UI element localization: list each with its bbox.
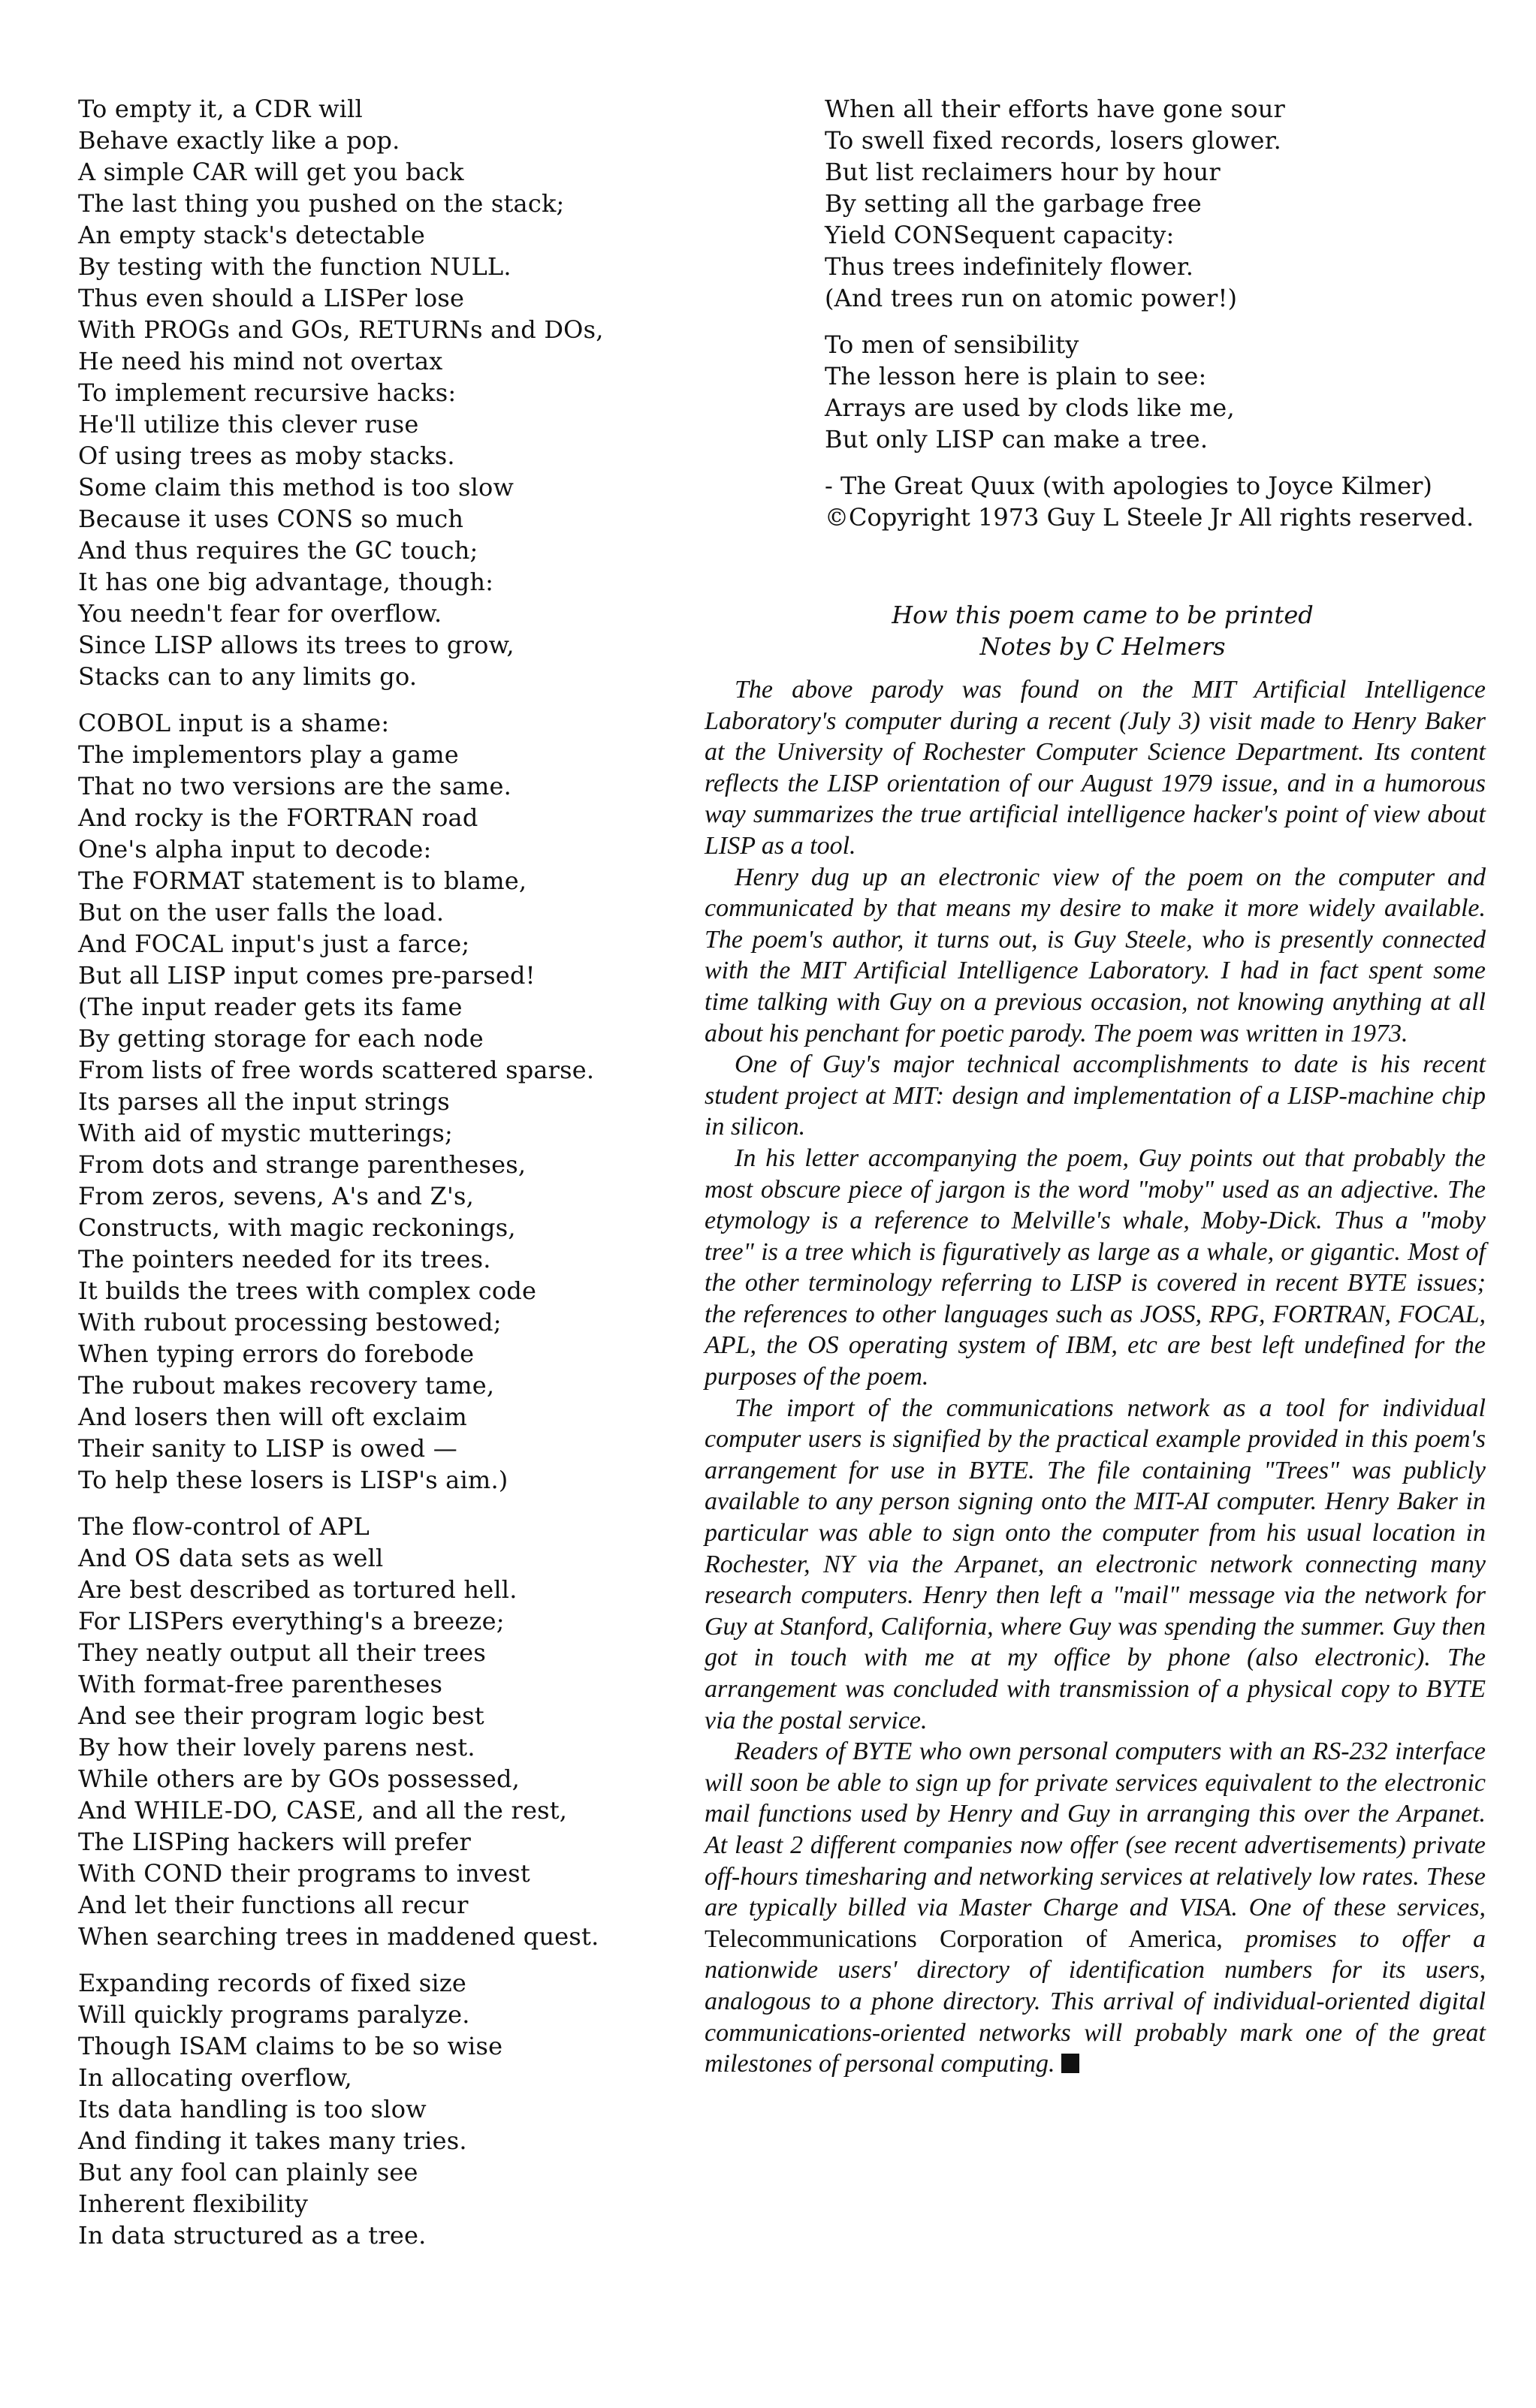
poem-line: When searching trees in maddened quest. [78,1922,599,1951]
left_column-stanza [78,1511,679,1952]
poem-line: Because it uses CONS so much [78,505,464,533]
poem-line: But only LISP can make a tree. [825,425,1209,454]
poem-line: From dots and strange parentheses, [78,1150,527,1179]
poem-line: The last thing you pushed on the stack; [78,189,565,218]
notes-paragraph: Henry dug up an electronic view of the poem on the computer and communicated by that means my desire to make it more widely available. The poem's author, it turns out, is Guy Steele, who is presently connected with the MIT Artificial Intelligence Laboratory. I had in fact spent some time talking with Guy on a previous occasion, not knowing anything at all about his penchant for poetic parody. The poem was written in 1973. [705,863,1486,1047]
poem-copyright: ©Copyright 1973 Guy L Steele Jr All rights reserved. [825,503,1474,532]
poem-line: (And trees run on atomic power!) [825,284,1238,312]
notes-paragraphs [705,674,1486,1736]
notes-paragraph: The import of the communications network as a tool for individual computer users is signified by the practical example provided in this poem's arrangement for use in BYTE. The file containing "Trees" was publicly available to any person signing onto the MIT-AI computer. Henry Baker in particular was able to sign onto the computer from his usual location in Rochester, NY via the Arpanet, an electronic network connecting many research computers. Henry then left a "mail" message via the network for Guy at Stanford, California, where Guy was spending the summer. Guy then got in touch with me at my office by phone (also electronic). The arrangement was concluded with transmission of a physical copy to BYTE via the postal service. [705,1394,1486,1734]
poem-line: And OS data sets as well [78,1544,384,1572]
poem-line: They neatly output all their trees [78,1638,487,1667]
poem-line: But all LISP input comes pre-parsed! [78,961,536,990]
poem-line: By testing with the function NULL. [78,252,511,281]
poem-line: For LISPers everything's a breeze; [78,1607,505,1635]
poem-line: A simple CAR will get you back [78,158,464,186]
poem-line: Of using trees as moby stacks. [78,442,455,470]
notes-body [705,674,1486,2080]
poem-line: But any fool can plainly see [78,2158,418,2186]
notes-paragraph: In his letter accompanying the poem, Guy points out that probably the most obscure piece of jargon is the word "moby" used as an adjective. The etymology is a reference to Melville's whale, Moby-Dick. Thus a "moby tree" is a tree which is figuratively as large as a whale, or gigantic. Most of the other terminology referring to LISP is covered in recent BYTE issues; the references to other languages such as JOSS, RPG, FORTRAN, FOCAL, APL, the OS operating system of IBM, etc are best left undefined for the purposes of the poem. [705,1144,1486,1391]
poem-line: The FORMAT statement is to blame, [78,866,527,895]
poem-line: When all their efforts have gone sour [825,95,1286,123]
right-column [705,93,1486,2080]
poem-line: Some claim this method is too slow [78,473,515,502]
poem-line: Will quickly programs paralyze. [78,2000,470,2029]
poem-line: With format-free parentheses [78,1670,443,1698]
poem-line: Expanding records of fixed size [78,1969,467,1997]
poem-line: (The input reader gets its fame [78,993,463,1021]
poem-line: The rubout makes recovery tame, [78,1371,495,1400]
left-poem [78,93,679,2251]
poem-line: To empty it, a CDR will [78,95,363,123]
poem-line: With PROGs and GOs, RETURNs and DOs, [78,315,604,344]
poem-line: And finding it takes many tries. [78,2126,467,2155]
left-column [78,93,679,2266]
poem-attribution: - The Great Quux (with apologies to Joyce Kilmer) [825,472,1432,500]
notes-last-after: promises to offer a nationwide users' directory of identification numbers for its users, analogous to a phone directory. This arrival of individual-oriented digital communications-oriented networks will probably mark one of the great milestones of personal computing. [705,1924,1486,2078]
poem-line: With COND their programs to invest [78,1859,530,1888]
poem-line: Since LISP allows its trees to grow, [78,631,515,659]
poem-line: With rubout processing bestowed; [78,1308,502,1337]
poem-line: You needn't fear for overflow. [78,599,442,628]
poem-line: From zeros, sevens, A's and Z's, [78,1182,475,1210]
poem-line: Are best described as tortured hell. [78,1575,518,1604]
poem-line: One's alpha input to decode: [78,835,432,863]
poem-line: But list reclaimers hour by hour [825,158,1221,186]
poem-line: The LISPing hackers will prefer [78,1828,471,1856]
poem-line: And losers then will oft exclaim [78,1403,467,1431]
poem-line: An empty stack's detectable [78,221,425,249]
notes-paragraph: One of Guy's major technical accomplishments to date is his recent student project at MIT: design and implementation of a LISP-machine chip in silicon. [705,1050,1486,1141]
right_column-stanza [825,93,1486,314]
poem-line: With aid of mystic mutterings; [78,1119,453,1147]
poem-line: Thus even should a LISPer lose [78,284,465,312]
poem-line: From lists of free words scattered sparse. [78,1056,595,1084]
notes-title: How this poem came to be printed [892,601,1314,629]
poem-line: And FOCAL input's just a farce; [78,930,470,958]
poem-line: Its data handling is too slow [78,2095,427,2123]
poem-line: Arrays are used by clods like me, [825,393,1235,422]
poem-line: To men of sensibility [825,330,1079,359]
poem-line: Their sanity to LISP is owed — [78,1434,457,1463]
poem-line: He need his mind not overtax [78,347,443,375]
poem-line: The pointers needed for its trees. [78,1245,491,1273]
poem-line: By getting storage for each node [78,1024,484,1053]
poem-line: That no two versions are the same. [78,772,512,800]
poem-line: And WHILE-DO, CASE, and all the rest, [78,1796,568,1825]
poem-line: He'll utilize this clever ruse [78,410,419,439]
poem-line: While others are by GOs possessed, [78,1765,521,1793]
left_column-stanza [78,707,679,1496]
poem-line: In data structured as a tree. [78,2221,427,2250]
poem-line: Constructs, with magic reckonings, [78,1213,516,1242]
right_column-stanza [825,329,1486,455]
poem-line: Though ISAM claims to be so wise [78,2032,503,2060]
notes-byline: Notes by C Helmers [979,632,1226,661]
poem-line: To help these losers is LISP's aim.) [78,1466,508,1494]
left_column-stanza [78,93,679,692]
poem-line: Stacks can to any limits go. [78,662,418,691]
poem-line: In allocating overflow, [78,2063,352,2092]
poem-line: By setting all the garbage free [825,189,1202,218]
notes-paragraph-last [705,1736,1486,2080]
end-mark-icon [1061,2054,1079,2073]
poem-line: And let their functions all recur [78,1891,469,1919]
poem-line: And thus requires the GC touch; [78,536,478,565]
right-poem [705,93,1486,455]
poem-line: Behave exactly like a pop. [78,126,400,155]
poem-line: To swell fixed records, losers glower. [825,126,1281,155]
poem-line: It has one big advantage, though: [78,568,494,596]
poem-line: The flow-control of APL [78,1512,370,1541]
poem-line: Its parses all the input strings [78,1087,450,1116]
poem-line: COBOL input is a shame: [78,709,390,737]
poem-line: To implement recursive hacks: [78,378,457,407]
company-name: Telecommunications Corporation of America, [705,1924,1223,1953]
poem-line: The lesson here is plain to see: [825,362,1207,390]
poem-line: Thus trees indefinitely flower. [825,252,1194,281]
poem-line: Yield CONSequent capacity: [825,221,1175,249]
poem-line: And rocky is the FORTRAN road [78,803,478,832]
notes-paragraph: The above parody was found on the MIT Artificial Intelligence Laboratory's computer during a recent (July 3) visit made to Henry Baker at the University of Rochester Computer Science Department. Its content reflects the LISP orientation of our August 1979 issue, and in a humorous way summarizes the true artificial intelligence hacker's point of view about LISP as a tool. [705,676,1486,860]
poem-line: Inherent flexibility [78,2190,309,2218]
left_column-stanza [78,1967,679,2251]
notes-heading [720,599,1486,662]
notes-last-before: Readers of BYTE who own personal computers with an RS-232 interface will soon be able to sign up for private services equivalent to the electronic mail functions used by Henry and Guy in arranging this over the Arpanet. At least 2 different companies now offer (see recent advertisements) private off-hours timesharing and networking services at relatively low rates. These are typically billed via Master Charge and VISA. One of these services, [705,1737,1486,1922]
poem-line: By how their lovely parens nest. [78,1733,475,1762]
poem-line: And see their program logic best [78,1701,484,1730]
poem-line: When typing errors do forebode [78,1340,475,1368]
poem-line: But on the user falls the load. [78,898,445,927]
poem-line: It builds the trees with complex code [78,1276,537,1305]
poem-line: The implementors play a game [78,740,459,769]
